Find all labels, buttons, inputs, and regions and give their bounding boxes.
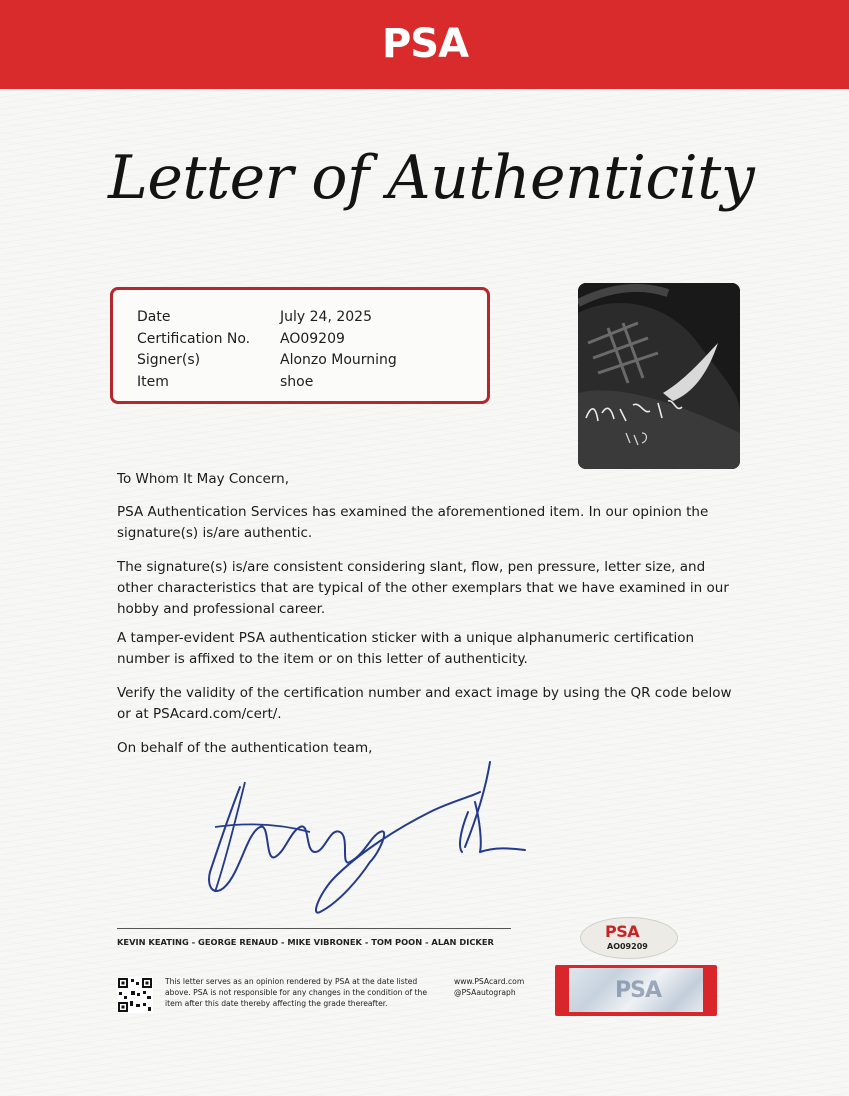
paragraph-consistent: The signature(s) is/are consistent considering slant, flow, pen pressure, letter size, and other characteristics that are typical of the other exemplars that we have examined in our hobby and professional career. <box>117 559 729 617</box>
handwritten-signature <box>190 752 540 922</box>
certification-label: Certification No. <box>137 331 251 347</box>
item-value: shoe <box>280 374 314 390</box>
hologram-psa-logo: PSA <box>615 978 661 1003</box>
salutation: To Whom It May Concern, <box>117 471 290 487</box>
paragraph-verify: Verify the validity of the certification number and exact image by using the QR code below or at PSAcard.com/cert/. <box>117 685 732 722</box>
psa-logo: PSA <box>381 21 469 67</box>
sticker-psa-logo: PSA <box>605 922 640 941</box>
item-photo <box>578 283 740 469</box>
item-label: Item <box>137 374 169 390</box>
disclaimer-text: This letter serves as an opinion rendered by PSA at the date listed above. PSA is not responsible for any changes in the condition of the item after this date thereby affecting the grade thereafter. <box>165 977 428 1008</box>
sticker-cert-number: AO09209 <box>607 942 648 951</box>
certification-value: AO09209 <box>280 331 345 347</box>
qr-code[interactable] <box>117 977 153 1013</box>
paragraph-sticker: A tamper-evident PSA authentication sticker with a unique alphanumeric certification number is affixed to the item or on this letter of authenticity. <box>117 630 695 667</box>
closing-line: On behalf of the authentication team, <box>117 740 373 756</box>
signer-value: Alonzo Mourning <box>280 352 397 368</box>
paragraph-examined: PSA Authentication Services has examined the aforementioned item. In our opinion the signature(s) is/are authentic. <box>117 504 709 541</box>
date-value: July 24, 2025 <box>280 309 372 325</box>
header-band <box>0 0 849 89</box>
shoe-image <box>578 283 740 469</box>
hologram-sticker <box>555 965 717 1016</box>
signature-line <box>117 928 511 929</box>
hologram-panel <box>569 968 703 1012</box>
page-title: Letter of Authenticity <box>108 143 755 213</box>
social-handle: @PSAautograph <box>454 988 516 997</box>
date-label: Date <box>137 309 171 325</box>
signer-label: Signer(s) <box>137 352 201 368</box>
certificate-info-box <box>110 287 490 404</box>
authentication-team-names: KEVIN KEATING - GEORGE RENAUD - MIKE VIBRONEK - TOM POON - ALAN DICKER <box>117 937 494 947</box>
contact-info <box>454 976 554 998</box>
certification-sticker <box>580 917 678 959</box>
website-link[interactable]: www.PSAcard.com <box>454 977 525 986</box>
